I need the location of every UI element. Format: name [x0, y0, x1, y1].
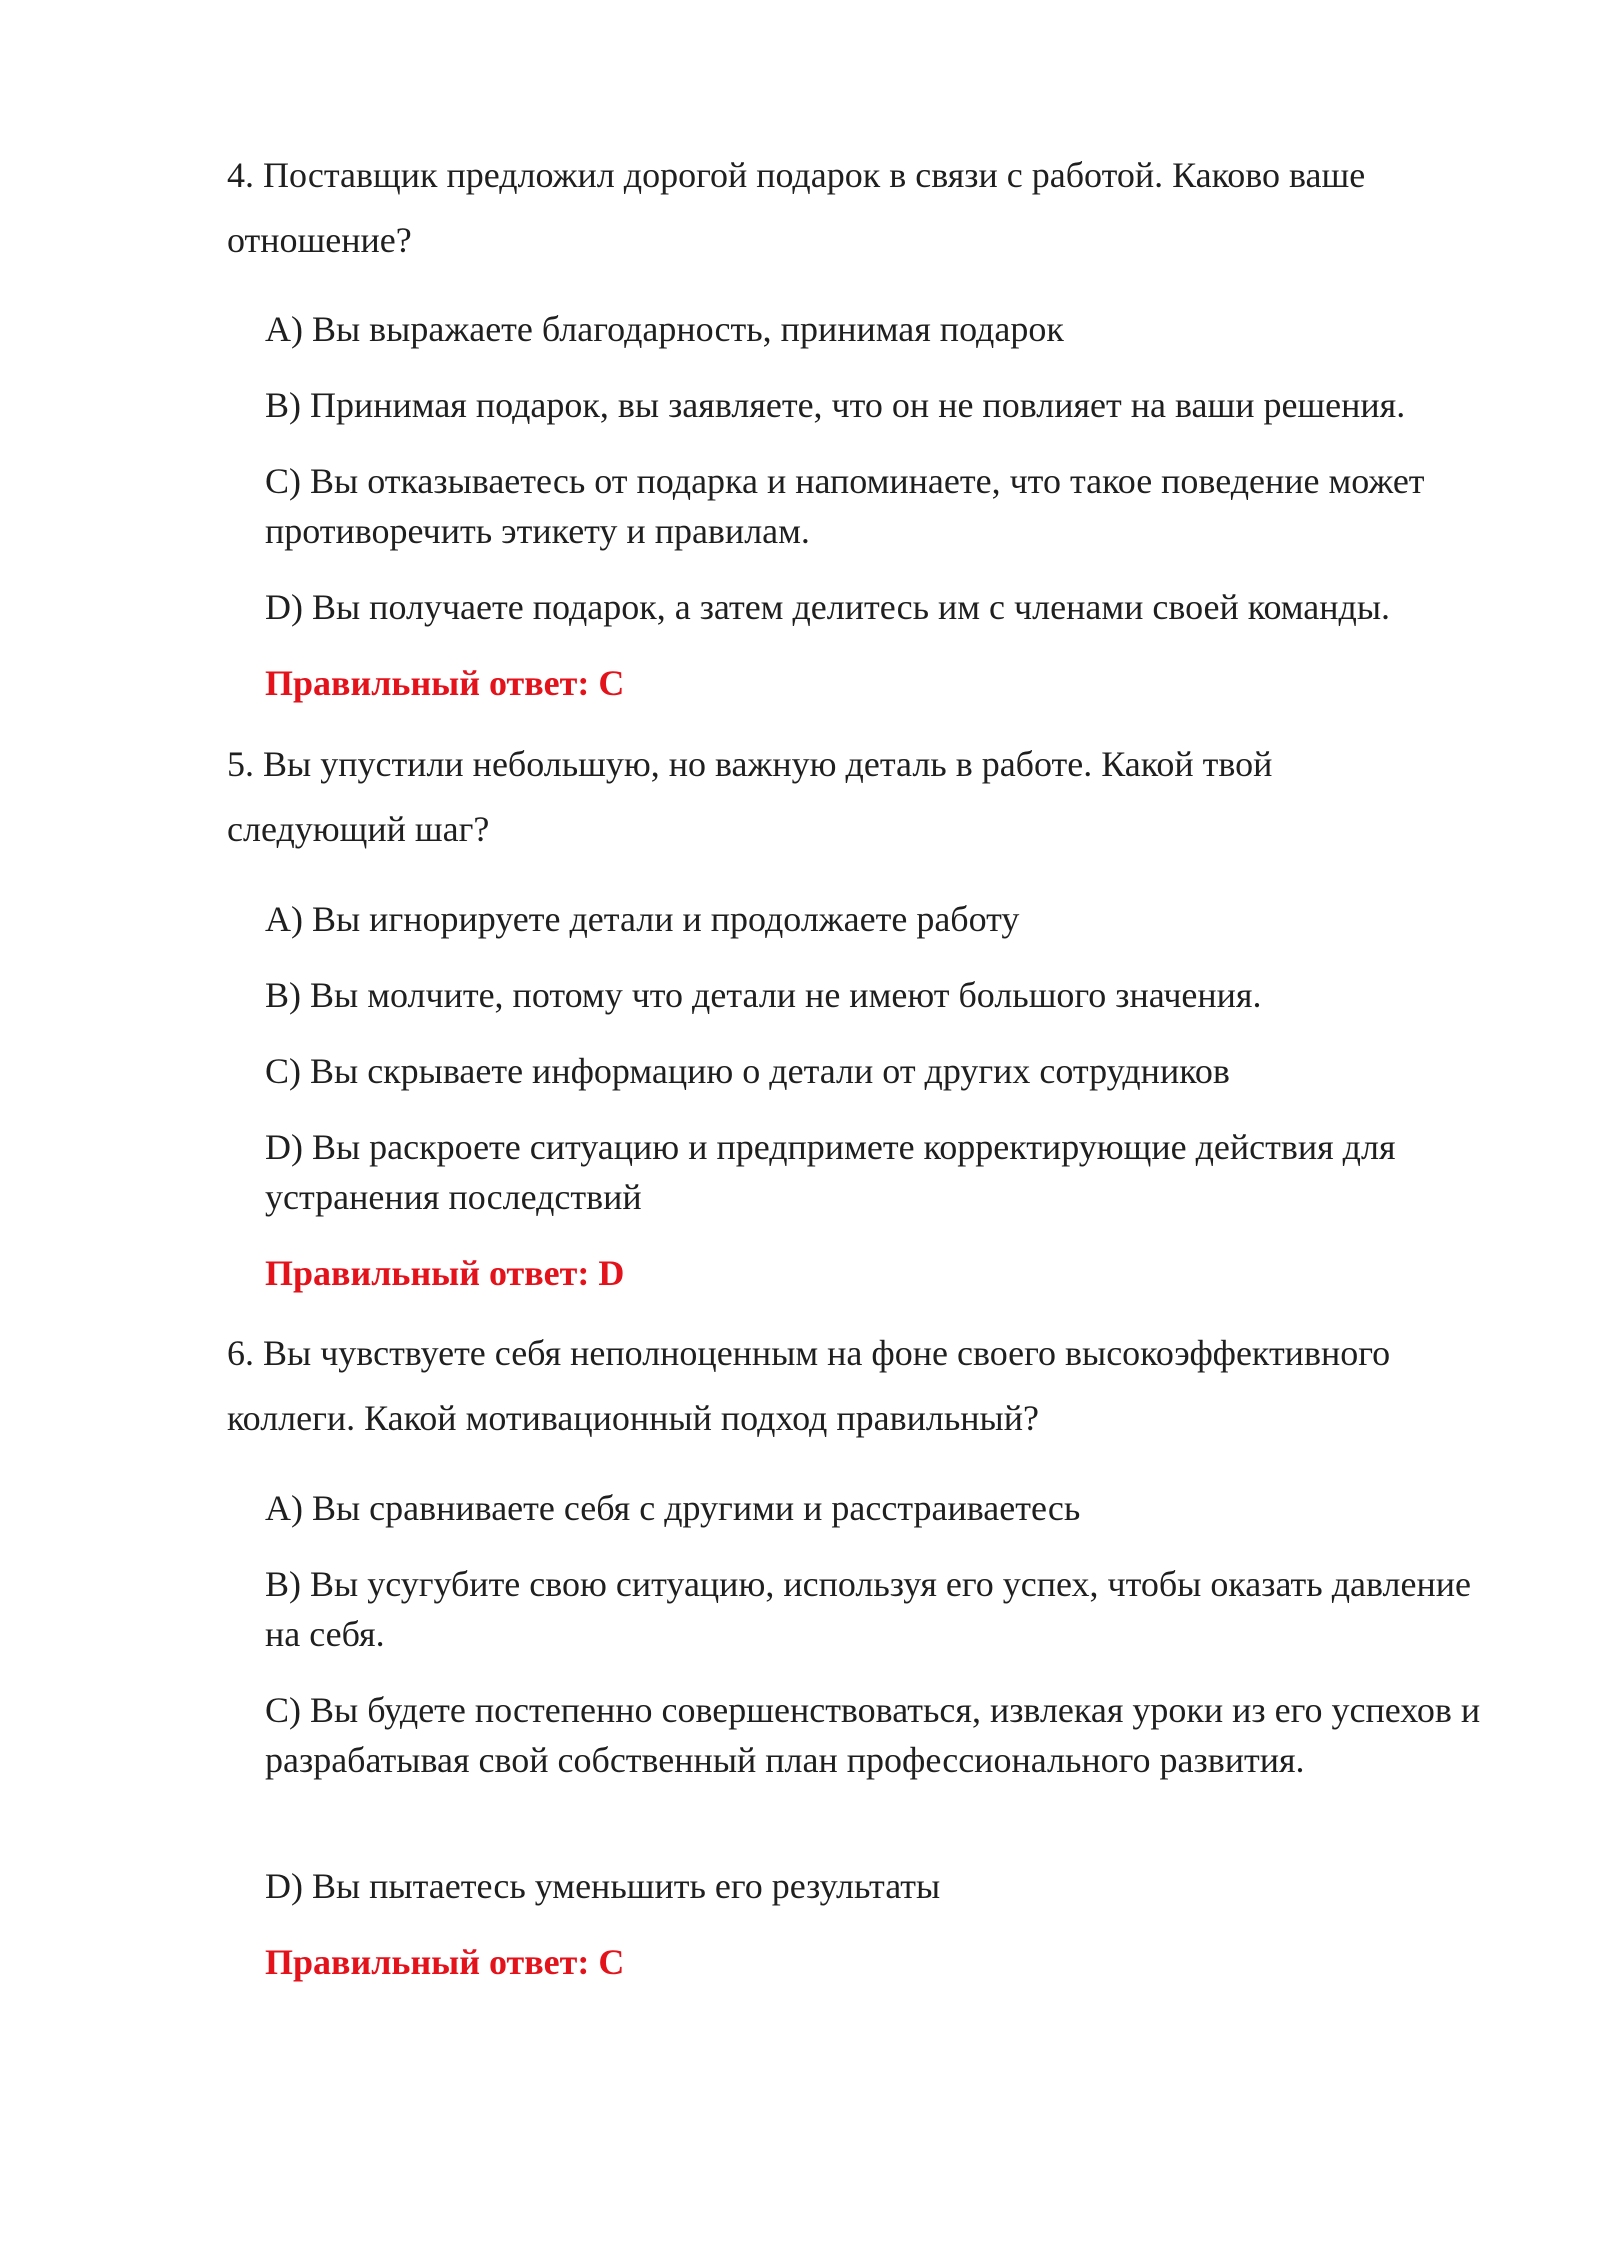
answer-option: A) Вы сравниваете себя с другими и расстраиваетесь [265, 1488, 1081, 1528]
correct-answer: Правильный ответ: C [265, 663, 625, 703]
answer-option: D) Вы раскроете ситуацию и предпримете корректирующие действия для устранения последствий [265, 1127, 1396, 1217]
correct-answer: Правильный ответ: D [265, 1253, 625, 1293]
answer-option: C) Вы скрываете информацию о детали от других сотрудников [265, 1051, 1230, 1091]
question-text: 4. Поставщик предложил дорогой подарок в связи с работой. Каково ваше отношение? [227, 155, 1366, 260]
answer-option: C) Вы будете постепенно совершенствоваться, извлекая уроки из его успехов и разрабатывая свой собственный план профессионального развития. [265, 1690, 1481, 1780]
answer-option: B) Вы молчите, потому что детали не имеют большого значения. [265, 975, 1262, 1015]
question-text: 5. Вы упустили небольшую, но важную деталь в работе. Какой твой следующий шаг? [227, 744, 1273, 849]
answer-option: D) Вы получаете подарок, а затем делитесь им с членами своей команды. [265, 587, 1391, 627]
correct-answer: Правильный ответ: C [265, 1942, 625, 1982]
question-text: 6. Вы чувствуете себя неполноценным на фоне своего высокоэффективного коллеги. Какой мотивационный подход правильный? [227, 1333, 1391, 1438]
answer-option: B) Вы усугубите свою ситуацию, используя его успех, чтобы оказать давление на себя. [265, 1564, 1471, 1654]
answer-option: C) Вы отказываетесь от подарка и напоминаете, что такое поведение может противоречить этикету и правилам. [265, 461, 1425, 551]
answer-option: A) Вы выражаете благодарность, принимая подарок [265, 309, 1064, 349]
answer-option: D) Вы пытаетесь уменьшить его результаты [265, 1866, 941, 1906]
answer-option: B) Принимая подарок, вы заявляете, что он не повлияет на ваши решения. [265, 385, 1406, 425]
answer-option: A) Вы игнорируете детали и продолжаете работу [265, 899, 1020, 939]
